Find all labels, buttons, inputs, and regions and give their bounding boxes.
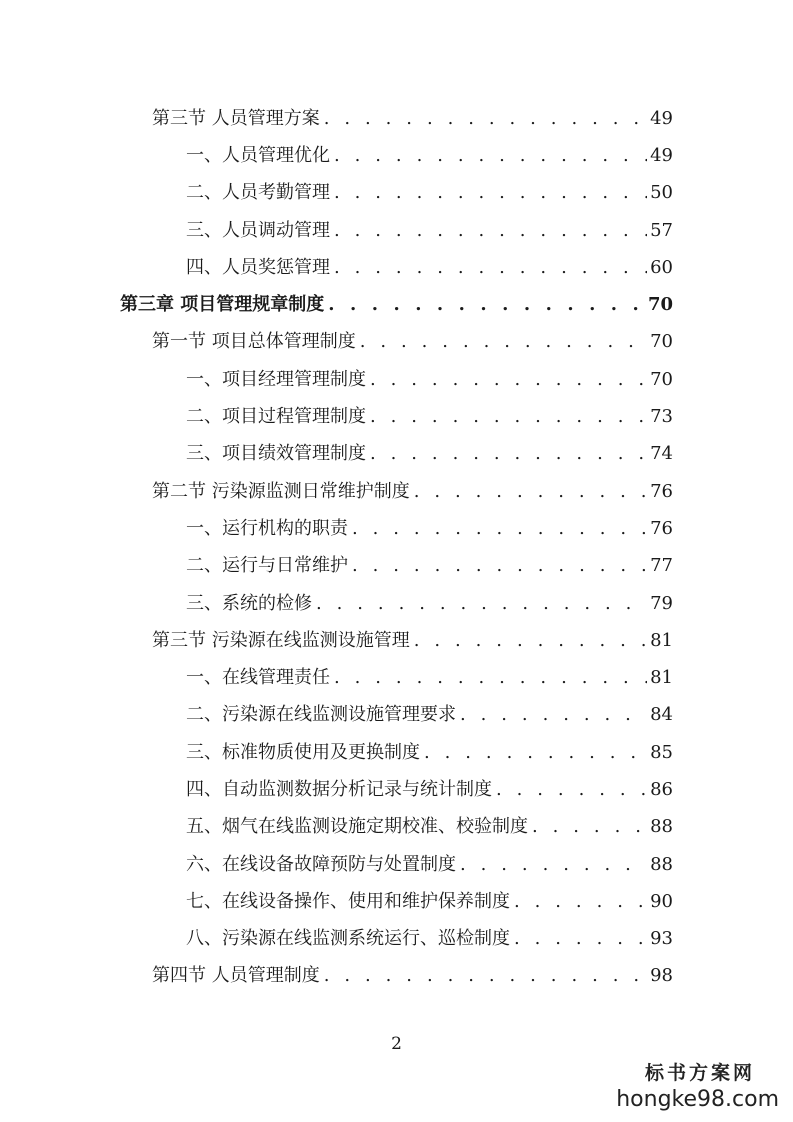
toc-dot-leader [330,259,647,277]
toc-entry-page: 85 [650,741,673,763]
toc-dot-leader [348,557,647,575]
toc-entry-page: 50 [650,182,673,204]
toc-entry-title: 四、人员奖惩管理 [186,256,330,278]
toc-entry-item[interactable] [0,510,793,547]
toc-entry-item[interactable] [0,734,793,771]
toc-dot-leader [492,781,647,799]
toc-entry-item[interactable] [0,212,793,249]
toc-entry-title: 第一节 项目总体管理制度 [152,331,356,353]
toc-dot-leader [366,445,647,463]
toc-entry-page: 88 [650,816,673,838]
toc-dot-leader [366,408,647,426]
toc-dot-leader [330,147,647,165]
toc-entry-page: 88 [650,853,673,875]
toc-entry-title: 第二节 污染源监测日常维护制度 [152,480,410,502]
toc-entry-title: 二、项目过程管理制度 [186,406,366,428]
toc-dot-leader [330,669,647,687]
toc-entry-page: 70 [647,294,673,316]
toc-dot-leader [330,184,647,202]
toc-entry-title: 一、人员管理优化 [186,144,330,166]
toc-entry-section[interactable] [0,622,793,659]
toc-entry-page: 81 [650,667,673,689]
toc-entry-section[interactable] [0,958,793,995]
toc-entry-item[interactable] [0,249,793,286]
toc-dot-leader [410,632,647,650]
toc-entry-item[interactable] [0,921,793,958]
toc-dot-leader [420,744,647,762]
toc-entry-item[interactable] [0,883,793,920]
toc-entry-title: 四、自动监测数据分析记录与统计制度 [186,778,492,800]
toc-dot-leader [320,110,647,128]
toc-entry-section[interactable] [0,100,793,137]
toc-entry-title: 三、人员调动管理 [186,219,330,241]
toc-dot-leader [510,893,647,911]
toc-dot-leader [456,706,647,724]
toc-entry-item[interactable] [0,137,793,174]
toc-entry-title: 三、项目绩效管理制度 [186,443,366,465]
watermark [616,1058,779,1112]
toc-dot-leader [330,222,647,240]
toc-entry-page: 73 [650,406,673,428]
toc-entry-page: 49 [650,107,673,129]
toc-entry-chapter[interactable] [0,286,793,323]
toc-entry-page: 74 [650,443,673,465]
page-number: 2 [391,1034,402,1054]
toc-entry-page: 76 [650,480,673,502]
toc-entry-item[interactable] [0,659,793,696]
toc-dot-leader [356,333,647,351]
toc-dot-leader [456,856,647,874]
toc-entry-page: 70 [650,368,673,390]
toc-entry-page: 93 [650,928,673,950]
table-of-contents [0,100,793,995]
toc-entry-item[interactable] [0,846,793,883]
toc-entry-page: 81 [650,629,673,651]
toc-entry-title: 六、在线设备故障预防与处置制度 [186,853,456,875]
toc-entry-item[interactable] [0,771,793,808]
toc-entry-title: 五、烟气在线监测设施定期校准、校验制度 [186,816,528,838]
toc-dot-leader [320,967,647,985]
toc-entry-title: 三、标准物质使用及更换制度 [186,741,420,763]
toc-entry-section[interactable] [0,324,793,361]
toc-entry-item[interactable] [0,436,793,473]
toc-entry-title: 一、项目经理管理制度 [186,368,366,390]
toc-dot-leader [528,818,647,836]
toc-dot-leader [510,930,647,948]
toc-entry-item[interactable] [0,548,793,585]
toc-entry-page: 84 [650,704,673,726]
toc-entry-item[interactable] [0,697,793,734]
toc-entry-page: 98 [650,965,673,987]
toc-entry-title: 一、运行机构的职责 [186,517,348,539]
toc-entry-title: 第三节 污染源在线监测设施管理 [152,629,410,651]
toc-entry-title: 八、污染源在线监测系统运行、巡检制度 [186,928,510,950]
toc-entry-page: 49 [650,144,673,166]
toc-entry-title: 三、系统的检修 [186,592,312,614]
toc-entry-page: 77 [650,555,673,577]
watermark-url: hongke98.com [616,1087,779,1112]
toc-entry-title: 二、运行与日常维护 [186,555,348,577]
toc-entry-item[interactable] [0,809,793,846]
toc-entry-page: 86 [650,778,673,800]
toc-entry-page: 70 [650,331,673,353]
toc-entry-page: 60 [650,256,673,278]
watermark-site-name: 标书方案网 [644,1062,755,1084]
toc-dot-leader [348,520,647,538]
toc-entry-title: 第三节 人员管理方案 [152,107,320,129]
toc-entry-title: 第三章 项目管理规章制度 [120,294,325,316]
toc-entry-page: 57 [650,219,673,241]
toc-entry-item[interactable] [0,175,793,212]
toc-entry-item[interactable] [0,398,793,435]
toc-entry-title: 二、污染源在线监测设施管理要求 [186,704,456,726]
toc-entry-title: 二、人员考勤管理 [186,182,330,204]
toc-dot-leader [312,595,647,613]
toc-entry-title: 第四节 人员管理制度 [152,965,320,987]
toc-entry-item[interactable] [0,361,793,398]
toc-entry-page: 76 [650,517,673,539]
toc-entry-section[interactable] [0,473,793,510]
toc-entry-page: 90 [650,890,673,912]
toc-entry-page: 79 [650,592,673,614]
toc-dot-leader [366,371,647,389]
toc-entry-item[interactable] [0,585,793,622]
toc-entry-title: 一、在线管理责任 [186,667,330,689]
toc-dot-leader [410,483,647,501]
toc-entry-title: 七、在线设备操作、使用和维护保养制度 [186,890,510,912]
toc-dot-leader [324,296,647,314]
